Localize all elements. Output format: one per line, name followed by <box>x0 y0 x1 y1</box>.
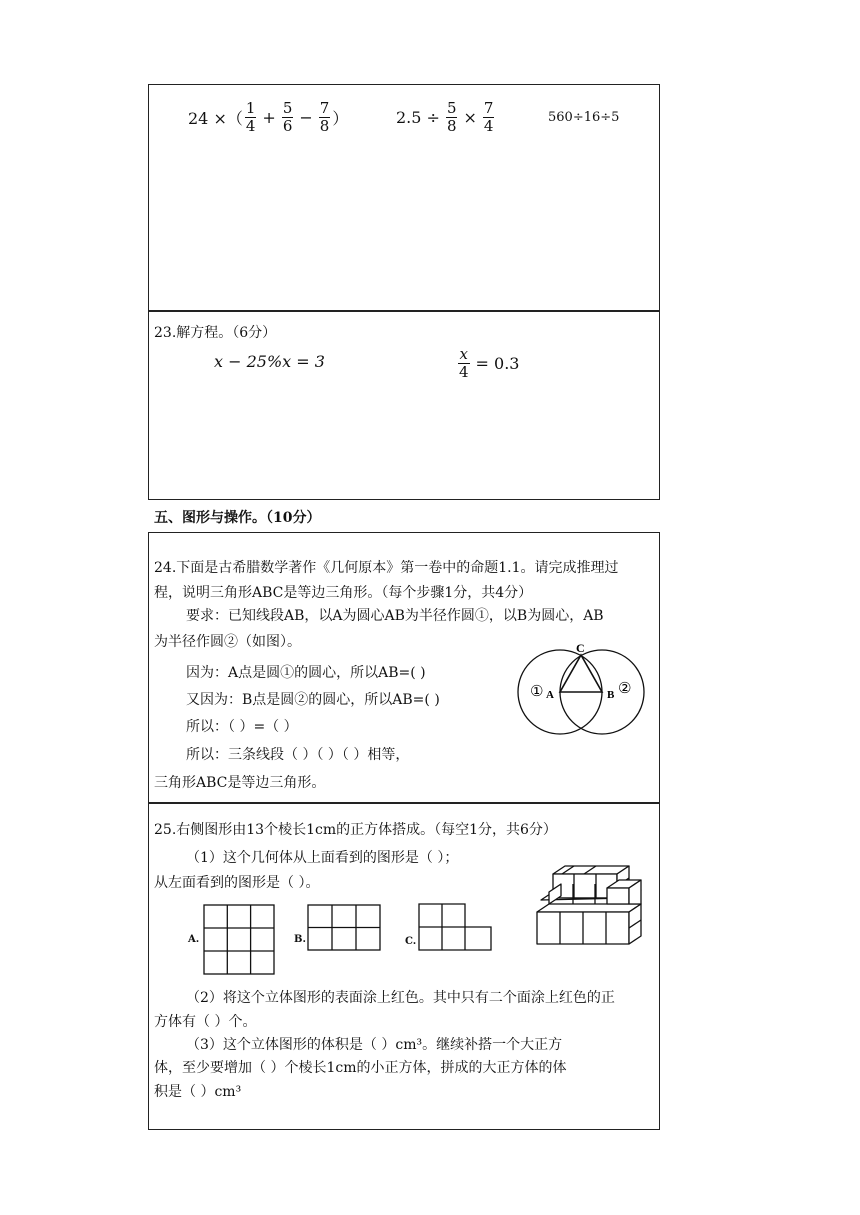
label-circle-2: ② <box>618 679 632 697</box>
q25-line-6: （3）这个立体图形的体积是（ ）cm³。继续补搭一个大正方 <box>186 1037 563 1053</box>
equation-1: x − 25%x = 3 <box>214 352 325 371</box>
expression-2 <box>396 100 496 135</box>
q25-line-7: 体，至少要增加（ ）个棱长1cm的小正方体，拼成的大正方体的体 <box>154 1060 567 1076</box>
fraction-7-4: $\frac{7}{4}$ <box>483 99 494 135</box>
expr2-lead: 2.5 ÷ <box>396 108 440 127</box>
fraction-7-8: $\frac{7}{8}$ <box>319 99 330 135</box>
fraction-5-6: $\frac{5}{6}$ <box>282 99 293 135</box>
section-5-title: 五、图形与操作。（10分） <box>154 510 321 526</box>
option-b-label: B. <box>294 934 306 945</box>
expression-3: 560÷16÷5 <box>548 110 620 125</box>
fraction-5-8: $\frac{5}{8}$ <box>446 99 457 135</box>
option-a-label: A. <box>188 934 200 945</box>
q25-line-5: 方体有（ ）个。 <box>154 1014 257 1030</box>
minus-sign: − <box>299 108 313 127</box>
expression-1 <box>188 100 348 135</box>
label-a: A <box>546 689 554 701</box>
equation-2 <box>456 346 519 381</box>
plus-sign: + <box>262 108 276 127</box>
option-b-grid <box>308 905 380 951</box>
q25-line-8: 积是（ ）cm³ <box>154 1084 242 1100</box>
q25-line-2: （1）这个几何体从上面看到的图形是（ ）； <box>186 850 459 866</box>
label-c: C <box>576 641 585 655</box>
q25-line-3: 从左面看到的图形是（ ）。 <box>154 875 320 891</box>
fraction-x-4: $\frac{x}{4}$ <box>459 345 469 381</box>
q24-line-6: 又因为：B点是圆②的圆心，所以AB=( ) <box>186 692 440 708</box>
option-c-grid <box>419 904 491 951</box>
q24-line-8: 所以：三条线段（ ）（ ）（ ）相等， <box>186 747 410 763</box>
two-circles-figure <box>510 640 650 740</box>
expr1-lead: 24 ×（ <box>188 109 243 128</box>
fraction-1-4: $\frac{1}{4}$ <box>245 99 256 135</box>
q24-line-1: 24.下面是古希腊数学著作《几何原本》第一卷中的命题1.1。请完成推理过 <box>154 560 619 576</box>
label-circle-1: ① <box>530 682 544 700</box>
cube-solid-figure <box>533 862 648 952</box>
q23-title: 23.解方程。（6分） <box>154 325 277 341</box>
q24-line-7: 所以：（ ）=（ ） <box>186 719 298 735</box>
q24-line-2: 程，说明三角形ABC是等边三角形。（每个步骤1分，共4分） <box>154 585 533 601</box>
times-sign: × <box>463 108 477 127</box>
q24-line-5: 因为：A点是圆①的圆心，所以AB=( ) <box>186 665 426 681</box>
label-b: B <box>607 689 615 701</box>
q24-line-4: 为半径作圆②（如图）。 <box>154 634 301 650</box>
option-a-grid <box>204 905 274 975</box>
q25-line-4: （2）将这个立体图形的表面涂上红色。其中只有二个面涂上红色的正 <box>186 990 615 1006</box>
option-c-label: C. <box>405 936 417 947</box>
q24-line-3: 要求：已知线段AB，以A为圆心AB为半径作圆①，以B为圆心，AB <box>186 608 604 624</box>
equation-2-rest: = 0.3 <box>475 354 520 373</box>
expr1-tail: ） <box>332 109 349 128</box>
q24-line-9: 三角形ABC是等边三角形。 <box>154 775 326 791</box>
q25-line-1: 25.右侧图形由13个棱长1cm的正方体搭成。（每空1分，共6分） <box>154 822 557 838</box>
triangle-abc <box>560 655 602 692</box>
